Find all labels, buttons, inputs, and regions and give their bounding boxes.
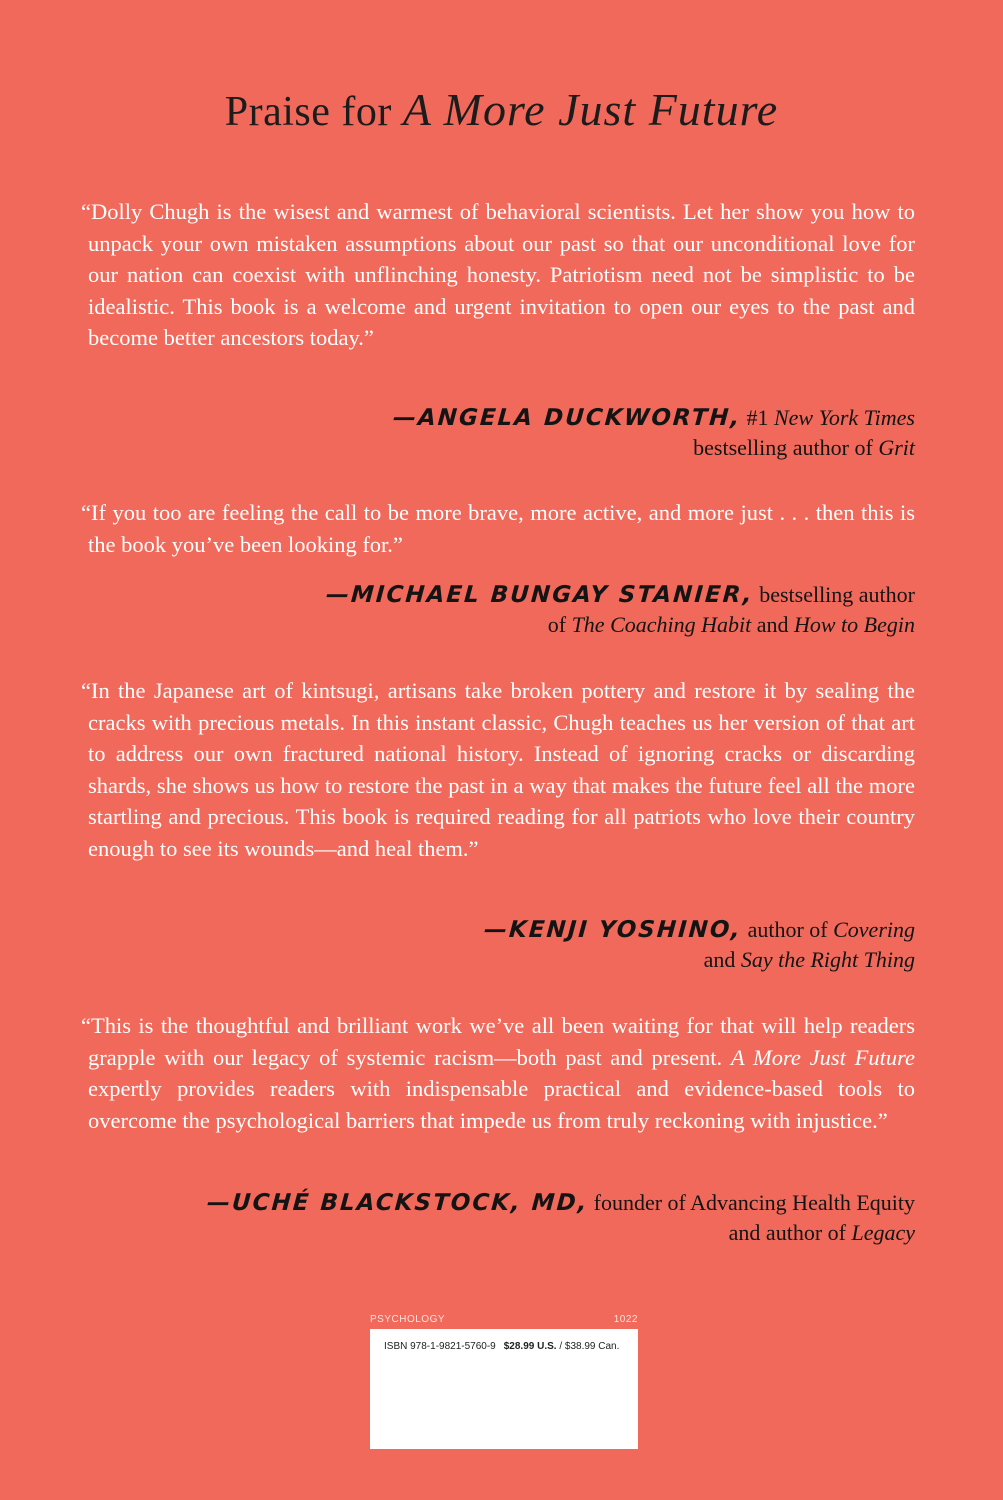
attribution-1 — [155, 403, 915, 463]
attribution-4-line-1: —UCHÉ BLACKSTOCK, MD, founder of Advancing Health Equity — [205, 1190, 915, 1216]
category-code: 1022 — [613, 1314, 638, 1325]
price-can: $38.99 Can. — [564, 1341, 620, 1352]
attribution-4-line-2: and author of Legacy — [728, 1220, 915, 1245]
praise-heading — [0, 80, 1003, 142]
isbn: ISBN 978-1-9821-5760-9 — [384, 1341, 496, 1352]
attribution-3-name: —KENJI YOSHINO, — [483, 917, 743, 943]
attribution-4 — [155, 1188, 915, 1248]
praise-quote-4 — [81, 1010, 915, 1136]
attribution-3-line-1: —KENJI YOSHINO, author of Covering — [483, 917, 915, 943]
attribution-3-line-2: and Say the Right Thing — [703, 947, 915, 972]
attribution-3 — [155, 915, 915, 975]
category-label: PSYCHOLOGY — [370, 1314, 446, 1325]
book-title: A More Just Future — [402, 84, 779, 135]
quote-1-text: “Dolly Chugh is the wisest and warmest of behavioral scientists. Let her show you how to unpack your own mistaken assumptions about our past so that our unconditional love for our nation can coexist with unflinching honesty. Patriotism need not be simplistic to be idealistic. This book is a welcome and urgent invitation to open our eyes to the past and become better ancestors today.” — [81, 199, 915, 350]
quote-4-text-b: expertly provides readers with indispensable practical and evidence-based tools to overcome the psychological barriers that impede us from truly reckoning with injustice.” — [88, 1076, 915, 1133]
price-separator: / — [556, 1341, 565, 1352]
isbn-price-line — [384, 1341, 619, 1352]
barcode-panel — [370, 1329, 638, 1449]
attribution-1-line-2: bestselling author of Grit — [693, 435, 915, 460]
attribution-2-line-2: of The Coaching Habit and How to Begin — [547, 612, 915, 637]
attribution-2 — [155, 580, 915, 640]
praise-quote-2 — [81, 497, 915, 560]
quote-4-text-a: “This is the thoughtful and brilliant work we’ve all been waiting for that will help readers grapple with our legacy of systemic racism—both past and present. — [81, 1013, 915, 1070]
attribution-1-name: —ANGELA DUCKWORTH, — [391, 405, 742, 431]
attribution-2-line-1: —MICHAEL BUNGAY STANIER, bestselling author — [325, 582, 915, 608]
quote-4-title: A More Just Future — [730, 1044, 915, 1070]
praise-heading-prefix: Praise for — [224, 89, 403, 135]
price-us: $28.99 U.S. — [503, 1341, 557, 1352]
quote-2-text: “If you too are feeling the call to be more brave, more active, and more just . . . then this is the book you’ve been looking for.” — [81, 500, 915, 557]
praise-quote-1 — [81, 196, 915, 354]
attribution-1-line-1: —ANGELA DUCKWORTH, #1 New York Times — [391, 405, 915, 431]
attribution-4-name: —UCHÉ BLACKSTOCK, MD, — [205, 1190, 590, 1216]
quote-3-text: “In the Japanese art of kintsugi, artisans take broken pottery and restore it by sealing the cracks with precious metals. In this instant classic, Chugh teaches us her version of that art to address our own fractured national history. Instead of ignoring cracks or discarding shards, she shows us how to restore the past in a way that makes the future feel all the more startling and precious. This book is required reading for all patriots who love their country enough to see its wounds—and heal them.” — [81, 678, 915, 861]
praise-quote-3 — [81, 675, 915, 864]
barcode-header — [370, 1311, 638, 1329]
attribution-2-name: —MICHAEL BUNGAY STANIER, — [325, 582, 755, 608]
barcode-area — [370, 1311, 638, 1449]
